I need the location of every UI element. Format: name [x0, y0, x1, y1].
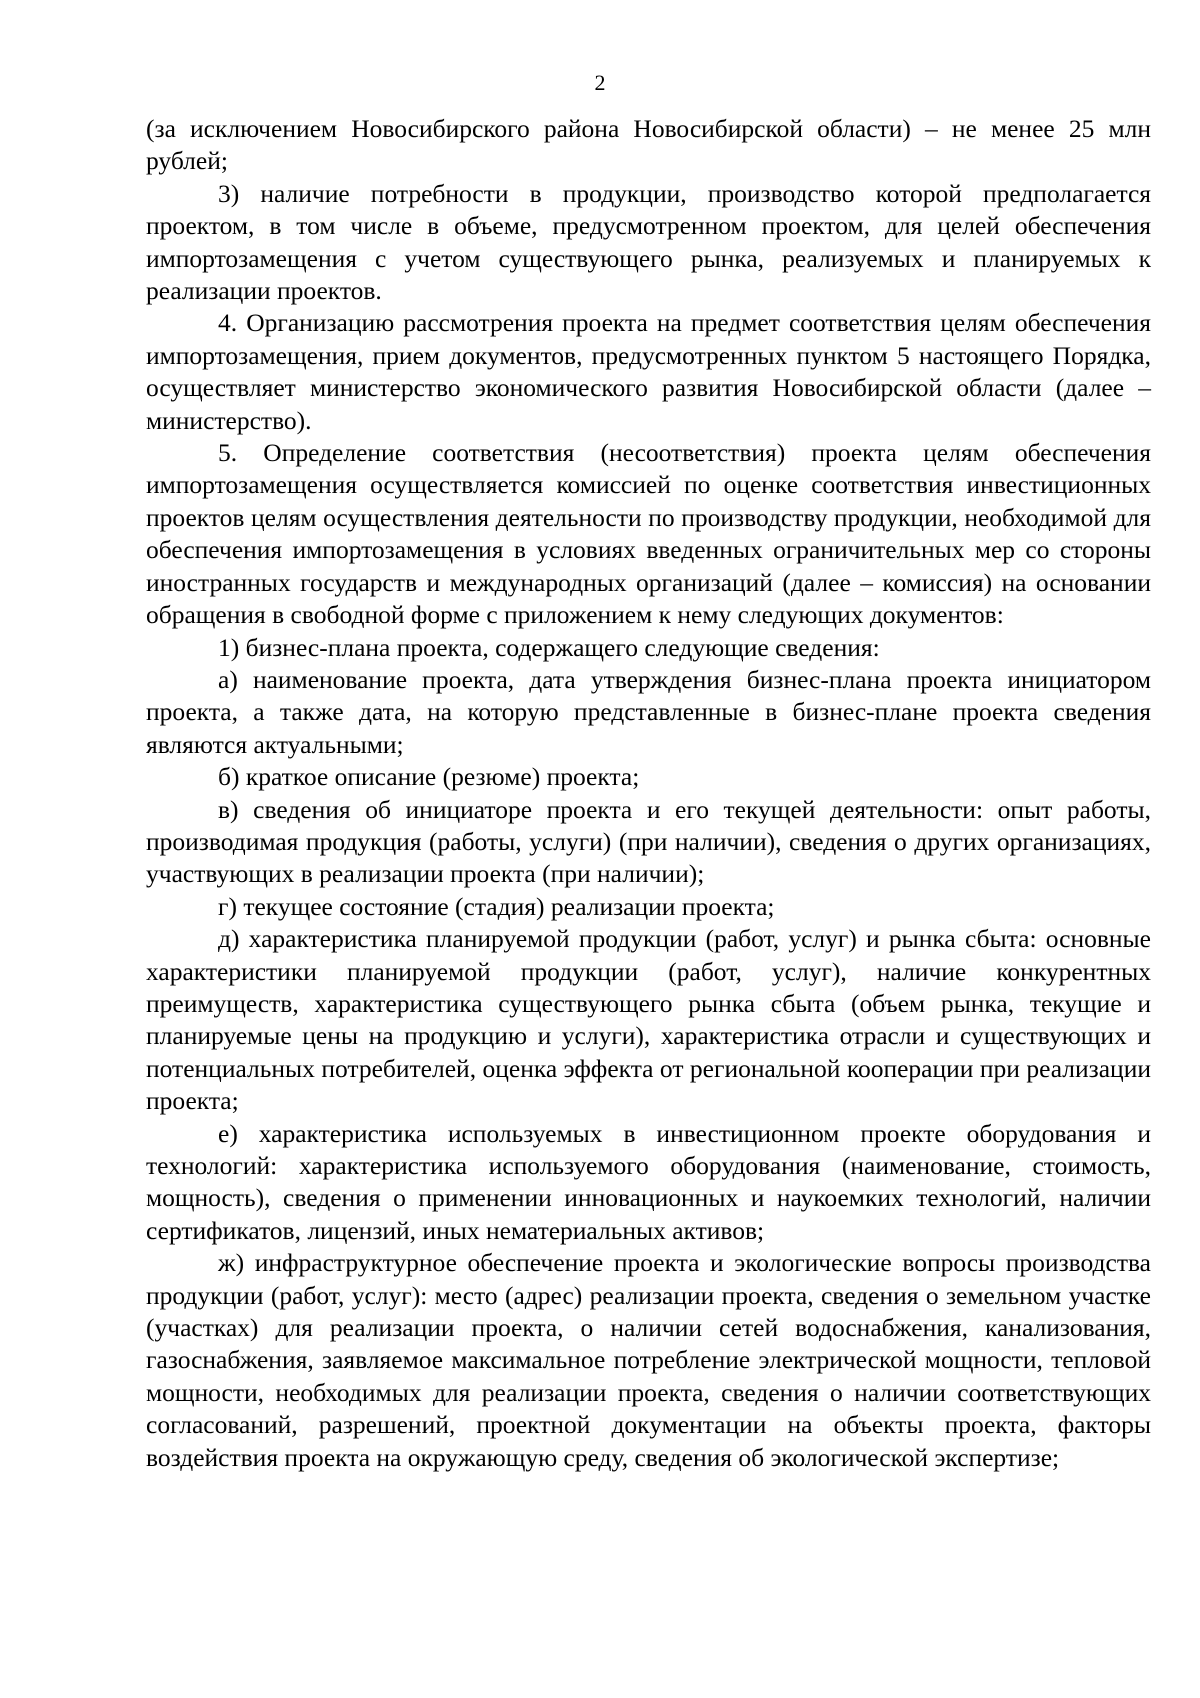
- paragraph-subitem-b: б) краткое описание (резюме) проекта;: [218, 762, 640, 792]
- paragraph-continuation: (за исключением Новосибирского района Новосибирской области) – не менее 25 млн рублей;: [146, 114, 1151, 176]
- paragraph-item-1: 1) бизнес-плана проекта, содержащего следующие сведения:: [218, 632, 880, 662]
- paragraph-item-3: 3) наличие потребности в продукции, производство которой предполагается проектом, в том числе в объеме, предусмотренном проектом, для целей обеспечения импортозамещения с учетом существующего рынка, реализуемых и планируемых к реализации проектов.: [146, 178, 1151, 306]
- paragraph-subitem-g: г) текущее состояние (стадия) реализации проекта;: [218, 891, 775, 921]
- paragraph-subitem-v: в) сведения об инициаторе проекта и его текущей деятельности: опыт работы, производимая продукция (работы, услуги) (при наличии), сведения о других организациях, участвующих в реализации проекта (при наличии);: [146, 794, 1151, 889]
- paragraph-section-5: 5. Определение соответствия (несоответствия) проекта целям обеспечения импортозамещения осуществляется комиссией по оценке соответствия инвестиционных проектов целям осуществления деятельности по производству продукции, необходимой для обеспечения импортозамещения в условиях введенных ограничительных мер со стороны иностранных государств и международных организаций (далее – комиссия) на основании обращения в свободной форме с приложением к нему следующих документов:: [146, 438, 1151, 630]
- paragraph-subitem-zh: ж) инфраструктурное обеспечение проекта и экологические вопросы производства продукции (работ, услуг): место (адрес) реализации проекта, сведения о земельном участке (участках) для реализации проекта, о наличии сетей водоснабжения, канализования, газоснабжения, заявляемое максимальное потребление электрической мощности, тепловой мощности, необходимых для реализации проекта, сведения о наличии соответствующих согласований, разрешений, проектной документации на объекты проекта, факторы воздействия проекта на окружающую среду, сведения об экологической экспертизе;: [146, 1248, 1151, 1472]
- paragraph-section-4: 4. Организацию рассмотрения проекта на предмет соответствия целям обеспечения импортозамещения, прием документов, предусмотренных пунктом 5 настоящего Порядка, осуществляет министерство экономического развития Новосибирской области (далее – министерство).: [146, 308, 1151, 435]
- paragraph-subitem-d: д) характеристика планируемой продукции (работ, услуг) и рынка сбыта: основные характеристики планируемой продукции (работ, услуг), наличие конкурентных преимуществ, характеристика существующего рынка сбыта (объем рынка, текущие и планируемые цены на продукцию и услуги), характеристика отрасли и существующих и потенциальных потребителей, оценка эффекта от региональной кооперации при реализации проекта;: [146, 924, 1151, 1116]
- page-number: 2: [594, 70, 606, 95]
- paragraph-subitem-a: а) наименование проекта, дата утверждения бизнес-плана проекта инициатором проекта, а также дата, на которую представленные в бизнес-плане проекта сведения являются актуальными;: [146, 664, 1151, 759]
- document-body: [146, 113, 1151, 1474]
- paragraph-subitem-e: е) характеристика используемых в инвестиционном проекте оборудования и технологий: характеристика используемого оборудования (наименование, стоимость, мощность), сведения о применении инновационных и наукоемких технологий, наличии сертификатов, лицензий, иных нематериальных активов;: [146, 1118, 1151, 1245]
